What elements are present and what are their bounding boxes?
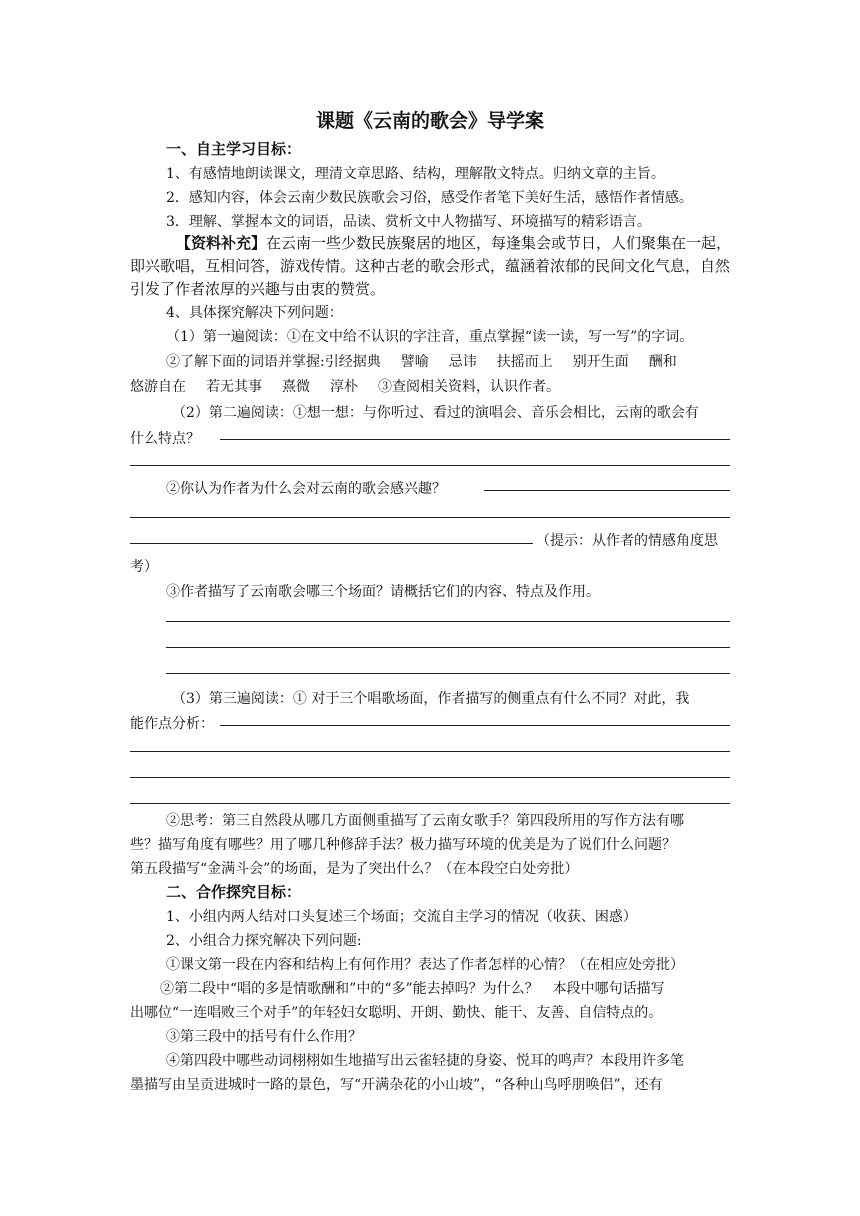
supplement-label: 【资料补充】 [176, 234, 267, 252]
think-line-1: ②思考：第三自然段从哪几方面侧重描写了云南女歌手？第四段所用的写作方法有哪 [166, 813, 684, 829]
word-9: 熹微 [282, 379, 310, 395]
goal-1: 1、有感情地朗读课文，理清文章思路、结构，理解散文特点。归纳文章的主旨。 [166, 166, 665, 182]
q1-line-1: （1）第一遍阅读：①在文中给不认识的字注音，重点掌握“读一读，写一写”的字词。 [166, 329, 694, 345]
coop-line-2: 2、小组合力探究解决下列问题: [166, 933, 362, 949]
page-title: 课题《云南的歌会》导学案 [315, 110, 544, 132]
q1-line-3 [130, 376, 730, 396]
word-7: 悠游自在 [130, 379, 186, 395]
coop-line-8: 墨描写由呈贡进城时一路的景色，写“开满杂花的小山坡”，“各种山鸟呼朋唤侣”，还有 [130, 1077, 663, 1093]
supplement-text-1: 在云南一些少数民族聚居的地区，每逢集会或节日，人们聚集在一起， [266, 234, 732, 252]
word-1: 引经据典 [324, 354, 381, 370]
goal-3: 3．理解、掌握本文的词语，品读、赏析文中人物描写、环境描写的精彩语言。 [166, 214, 651, 230]
coop-line-1: 1、小组内两人结对口头复述三个场面；交流自主学习的情况（收获、困惑） [166, 909, 637, 925]
q1-words-prefix: ②了解下面的词语并掌握: [166, 354, 325, 370]
section1-heading: 一、自主学习目标： [166, 140, 302, 158]
answer-line[interactable] [166, 673, 730, 674]
answer-line[interactable] [130, 803, 730, 804]
q1-line3-tail: ③查阅相关资料，认识作者。 [378, 379, 560, 395]
word-8: 若无其事 [206, 379, 262, 395]
coop-line-5: 出哪位“一连唱败三个对手”的年轻妇女聪明、开朗、勤快、能干、友善、自信特点的。 [130, 1005, 663, 1021]
item-4: 4、具体探究解决下列问题： [166, 305, 343, 321]
q2-hint-2: 考） [130, 559, 158, 575]
q2-line-2: 什么特点？ [130, 431, 200, 447]
q1-line-2 [166, 351, 730, 371]
word-3: 忌讳 [448, 354, 477, 370]
q3-line-1: （3）第三遍阅读：① 对于三个唱歌场面，作者描写的侧重点有什么不同？对此，我 [172, 691, 690, 707]
q2-line-1: （2）第二遍阅读：①想一想：与你听过、看过的演唱会、音乐会相比，云南的歌会有 [172, 405, 699, 421]
answer-line[interactable] [220, 439, 730, 440]
goal-2: 2．感知内容，体会云南少数民族歌会习俗，感受作者笔下美好生活，感悟作者情感。 [166, 190, 693, 206]
word-5: 别开生面 [572, 354, 629, 370]
q2-hint: （提示：从作者的情感角度思 [536, 533, 718, 549]
answer-line[interactable] [130, 777, 730, 778]
answer-line[interactable] [130, 543, 533, 544]
think-line-3: 第五段描写“金满斗会”的场面，是为了突出什么？（在本段空白处旁批） [130, 861, 579, 877]
supplement-line-1 [176, 232, 730, 253]
answer-line[interactable] [484, 490, 730, 491]
coop-line-6: ③第三段中的括号有什么作用？ [166, 1029, 362, 1045]
coop-line-7: ④第四段中哪些动词栩栩如生地描写出云雀轻捷的身姿、悦耳的鸣声？本段用许多笔 [166, 1053, 684, 1069]
supplement-line-3: 引发了作者浓厚的兴趣与由衷的赞赏。 [130, 280, 386, 298]
q2-b: ②你认为作者为什么会对云南的歌会感兴趣？ [166, 481, 446, 497]
q3-line-2: 能作点分析： [130, 716, 214, 732]
answer-line[interactable] [220, 725, 730, 726]
answer-line[interactable] [130, 751, 730, 752]
coop-line-4: ②第二段中“唱的多是情歌酬和”中的“多”能去掉吗？为什么？ 本段中哪句话描写 [160, 981, 665, 997]
answer-line[interactable] [166, 647, 730, 648]
word-2: 譬喻 [400, 354, 429, 370]
coop-line-3: ①课文第一段在内容和结构上有何作用？表达了作者怎样的心情？（在相应处旁批） [166, 957, 684, 973]
word-6: 酬和 [648, 354, 677, 370]
word-10: 淳朴 [330, 379, 358, 395]
answer-line[interactable] [130, 517, 730, 518]
word-4: 扶摇而上 [496, 354, 553, 370]
section2-heading: 二、合作探究目标： [166, 883, 302, 901]
answer-line[interactable] [130, 465, 730, 466]
think-line-2: 些？描写角度有哪些？用了哪几种修辞手法？极力描写环境的优美是为了说们什么问题？ [130, 837, 676, 853]
answer-line[interactable] [166, 621, 730, 622]
q2-c: ③作者描写了云南歌会哪三个场面？请概括它们的内容、特点及作用。 [166, 584, 600, 600]
supplement-line-2: 即兴歌唱，互相问答，游戏传情。这种古老的歌会形式，蕴涵着浓郁的民间文化气息，自然 [130, 257, 731, 275]
